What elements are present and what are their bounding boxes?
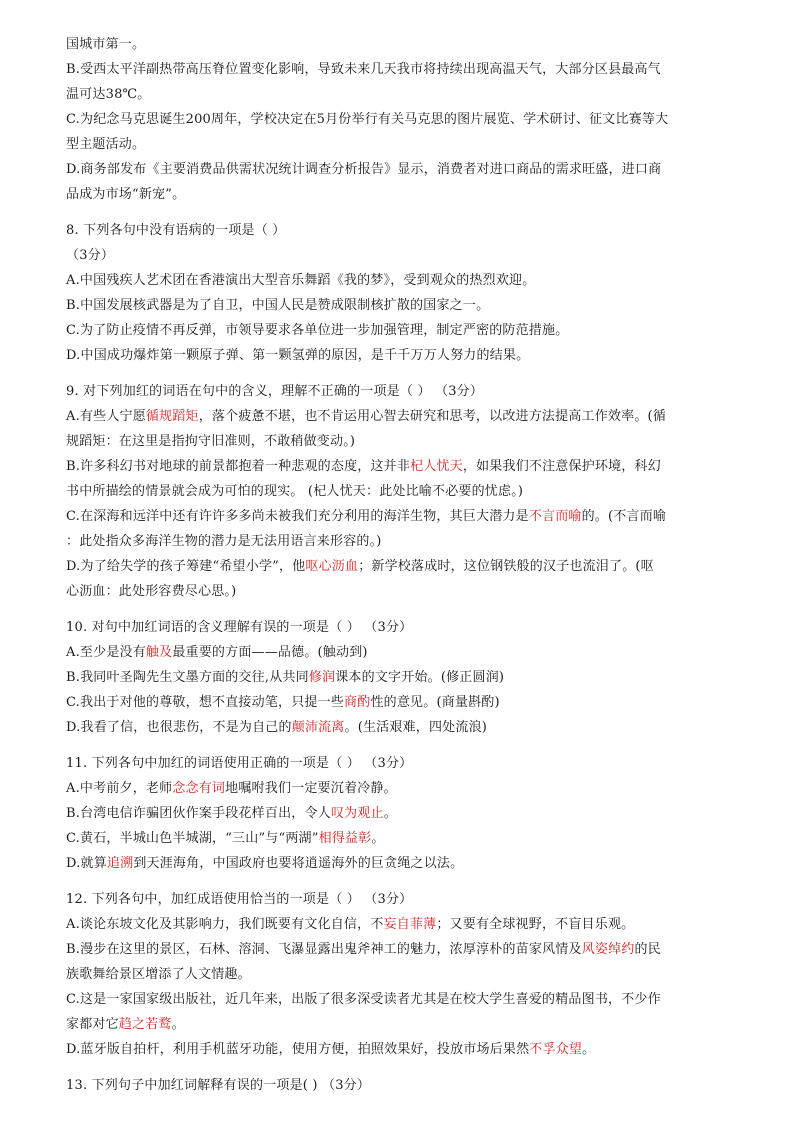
highlighted-term: 呕心沥血 <box>305 559 359 574</box>
paragraph-gap <box>66 604 732 615</box>
question-block <box>66 1073 732 1098</box>
text-segment: D.商务部发布《主要消费品供需状况统计调查分析报告》显示，消费者对进口商品的需求旺盛，进口商 <box>66 162 662 177</box>
text-segment: ；又要有全球视野，不盲目乐观。 <box>436 917 635 932</box>
text-segment: ，如果我们不注意保护环境，科幻 <box>462 459 661 474</box>
question-block <box>66 615 732 740</box>
text-segment: B.中国发展核武器是为了自卫，中国人民是赞成限制核扩散的国家之一。 <box>66 298 490 313</box>
text-segment: ，落个疲惫不堪，也不肯运用心智去研究和思考，以改进方法提高工作效率。(循 <box>198 409 667 424</box>
continued-question-block <box>66 32 732 207</box>
text-segment: 。 <box>383 806 397 821</box>
text-segment: A.中国残疾人艺术团在香港演出大型音乐舞蹈《我的梦》，受到观众的热烈欢迎。 <box>66 273 536 288</box>
text-segment: 9. 对下列加红的词语在句中的含义，理解不正确的一项是（ ） （3分） <box>66 384 484 399</box>
text-segment: 。(生活艰难，四处流浪) <box>344 720 488 735</box>
text-line <box>66 157 732 182</box>
text-segment: 国城市第一。 <box>66 37 146 52</box>
text-line <box>66 504 732 529</box>
text-line <box>66 962 732 987</box>
text-line <box>66 268 732 293</box>
text-line <box>66 1073 732 1098</box>
text-segment: ：此处指众多海洋生物的潜力是无法用语言来形容的。) <box>66 534 382 549</box>
text-line <box>66 529 732 554</box>
text-line <box>66 751 732 776</box>
text-line <box>66 343 732 368</box>
text-segment: B.许多科幻书对地球的前景都抱着一种悲观的态度，这并非 <box>66 459 411 474</box>
highlighted-term: 不孚众望 <box>529 1042 583 1057</box>
text-line <box>66 801 732 826</box>
text-segment: 11. 下列各句中加红的词语使用正确的一项是（ ） （3分） <box>66 756 413 771</box>
text-segment: A.谈论东坡文化及其影响力，我们既要有文化自信，不 <box>66 917 384 932</box>
highlighted-term: 叹为观止 <box>330 806 384 821</box>
document-page <box>66 32 732 1098</box>
text-segment: A.有些人宁愿 <box>66 409 146 424</box>
text-segment: A.中考前夕，老师 <box>66 781 173 796</box>
text-segment: C.在深海和远洋中还有许许多多尚未被我们充分利用的海洋生物，其巨大潜力是 <box>66 509 529 524</box>
highlighted-term: 颠沛流离 <box>291 720 345 735</box>
paragraph-gap <box>66 876 732 887</box>
text-segment: 13. 下列句子中加红词解释有误的一项是( ) （3分） <box>66 1078 371 1093</box>
text-line <box>66 404 732 429</box>
highlighted-term: 趋之若鹜 <box>118 1017 172 1032</box>
text-line <box>66 640 732 665</box>
text-line <box>66 293 732 318</box>
text-segment: C.黄石，半城山色半城湖，“三山”与“两湖” <box>66 831 319 846</box>
text-line <box>66 479 732 504</box>
text-segment: 规蹈矩：在这里是指拘守旧准则，不敢稍做变动。) <box>66 434 356 449</box>
text-segment: C.为纪念马克思诞生200周年，学校决定在5月份举行有关马克思的图片展览、学术研讨、征文比赛等大 <box>66 112 669 127</box>
question-block <box>66 218 732 368</box>
text-line <box>66 826 732 851</box>
highlighted-term: 触及 <box>145 645 173 660</box>
text-line <box>66 318 732 343</box>
text-segment: 性的意见。(商量斟酌) <box>370 695 500 710</box>
text-line <box>66 1012 732 1037</box>
highlighted-term: 念念有词 <box>172 781 226 796</box>
text-segment: 心沥血：此处形容费尽心思。) <box>66 584 237 599</box>
text-line <box>66 132 732 157</box>
text-segment: 12. 下列各句中，加红成语使用恰当的一项是（ ） （3分） <box>66 892 413 907</box>
highlighted-term: 追溯 <box>106 856 134 871</box>
text-segment: D.为了给失学的孩子筹建“希望小学”，他 <box>66 559 306 574</box>
paragraph-gap <box>66 207 732 218</box>
text-segment: C.我出于对他的尊敬，想不直接动笔，只提一些 <box>66 695 345 710</box>
paragraph-gap <box>66 740 732 751</box>
text-segment: 家都对它 <box>66 1017 119 1032</box>
text-line <box>66 912 732 937</box>
text-segment: B.我同叶圣陶先生文墨方面的交往,从共同 <box>66 670 309 685</box>
text-line <box>66 32 732 57</box>
text-line <box>66 665 732 690</box>
text-line <box>66 937 732 962</box>
text-line <box>66 1037 732 1062</box>
text-segment: 地嘱咐我们一定要沉着冷静。 <box>225 781 397 796</box>
text-segment: 的。(不言而喻 <box>581 509 667 524</box>
text-line <box>66 851 732 876</box>
text-line <box>66 454 732 479</box>
text-segment: D.我看了信，也很悲伤，不是为自己的 <box>66 720 292 735</box>
highlighted-term: 妄自菲薄 <box>383 917 437 932</box>
text-line <box>66 218 732 243</box>
question-block <box>66 751 732 876</box>
text-segment: B.台湾电信诈骗团伙作案手段花样百出，令人 <box>66 806 331 821</box>
text-segment: 。 <box>171 1017 185 1032</box>
text-segment: ；新学校落成时，这位钢铁般的汉子也流泪了。(呕 <box>358 559 654 574</box>
highlighted-term: 循规蹈矩 <box>145 409 199 424</box>
text-segment: B.受西太平洋副热带高压脊位置变化影响，导致未来几天我市将持续出现高温天气，大部分区县最高气 <box>66 62 661 77</box>
text-segment: 。 <box>582 1042 596 1057</box>
paragraph-gap <box>66 368 732 379</box>
text-segment: 温可达38℃。 <box>66 87 151 102</box>
text-line <box>66 579 732 604</box>
text-line <box>66 182 732 207</box>
text-line <box>66 554 732 579</box>
text-segment: 到天涯海角，中国政府也要将逍遥海外的巨贪绳之以法。 <box>133 856 464 871</box>
text-segment: 最重要的方面——品德。(触动到) <box>172 645 368 660</box>
text-segment: D.就算 <box>66 856 107 871</box>
text-segment: （3分） <box>66 248 115 263</box>
text-line <box>66 107 732 132</box>
text-segment: D.蓝牙版自拍杆，利用手机蓝牙功能，使用方便，拍照效果好，投放市场后果然 <box>66 1042 530 1057</box>
text-line <box>66 715 732 740</box>
text-line <box>66 615 732 640</box>
text-segment: 的民 <box>634 942 661 957</box>
text-line <box>66 429 732 454</box>
text-segment: C.为了防止疫情不再反弹，市领导要求各单位进一步加强管理，制定严密的防范措施。 <box>66 323 569 338</box>
highlighted-term: 修润 <box>308 670 336 685</box>
text-line <box>66 776 732 801</box>
text-segment: C.这是一家国家级出版社，近几年来，出版了很多深受读者尤其是在校大学生喜爱的精品图书，不少作 <box>66 992 661 1007</box>
highlighted-term: 不言而喻 <box>528 509 582 524</box>
text-segment: D.中国成功爆炸第一颗原子弹、第一颗氢弹的原因，是千千万万人努力的结果。 <box>66 348 530 363</box>
question-block <box>66 379 732 604</box>
highlighted-term: 商酌 <box>344 695 371 710</box>
text-line <box>66 57 732 82</box>
text-segment: 8. 下列各句中没有语病的一项是（ ） <box>66 223 286 238</box>
text-segment: 10. 对句中加红词语的含义理解有误的一项是（ ） （3分） <box>66 620 413 635</box>
highlighted-term: 风姿绰约 <box>581 942 635 957</box>
text-line <box>66 690 732 715</box>
highlighted-term: 相得益彰 <box>318 831 372 846</box>
paragraph-gap <box>66 1062 732 1073</box>
text-segment: A.至少是没有 <box>66 645 146 660</box>
text-segment: 型主题活动。 <box>66 137 146 152</box>
text-line <box>66 243 732 268</box>
text-line <box>66 987 732 1012</box>
text-line <box>66 82 732 107</box>
text-segment: 品成为市场“新宠”。 <box>66 187 186 202</box>
text-segment: 课本的文字开始。(修正圆润) <box>335 670 505 685</box>
text-segment: 。 <box>371 831 385 846</box>
text-segment: B.漫步在这里的景区，石林、溶洞、飞瀑显露出鬼斧神工的魅力，浓厚淳朴的苗家风情及 <box>66 942 582 957</box>
text-segment: 书中所描绘的情景就会成为可怕的现实。 (杞人忧天：此处比喻不必要的忧虑。) <box>66 484 524 499</box>
question-block <box>66 887 732 1062</box>
text-segment: 族歌舞给景区增添了人文情趣。 <box>66 967 251 982</box>
text-line <box>66 887 732 912</box>
text-line <box>66 379 732 404</box>
highlighted-term: 杞人忧天 <box>410 459 463 474</box>
